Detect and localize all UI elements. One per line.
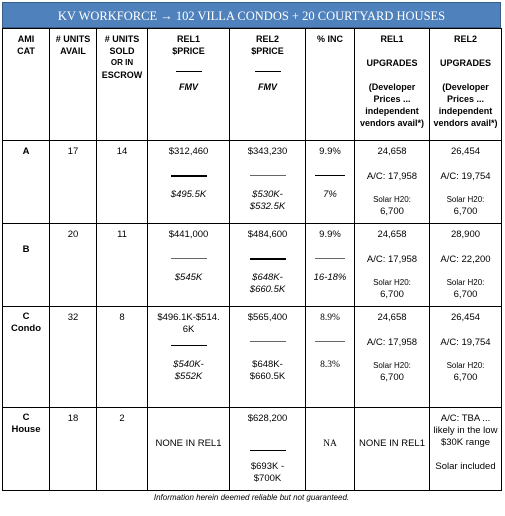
rel1-price-cell: $441,000 $545K xyxy=(148,224,230,307)
divider xyxy=(250,341,286,342)
divider xyxy=(315,258,345,259)
divider xyxy=(171,258,207,259)
divider xyxy=(250,450,286,451)
rel2-upgrades-cell: 28,900 A/C: 22,200 Solar H20: 6,700 xyxy=(430,224,502,307)
header-units-sold: # UNITS SOLD OR IN ESCROW xyxy=(97,29,148,141)
header-rel1-upgrades: REL1 UPGRADES (Developer Prices ... independent vendors avail*) xyxy=(355,29,430,141)
rel1-price-cell: $496.1K-$514. 6K $540K- $552K xyxy=(148,307,230,408)
rel1-upgrades-cell: 24,658 A/C: 17,958 Solar H20: 6,700 xyxy=(355,307,430,408)
divider xyxy=(255,71,281,72)
cat-cell: C Condo xyxy=(3,307,50,408)
pricing-table xyxy=(2,28,502,491)
sold-cell: 14 xyxy=(97,141,148,224)
sold-cell: 2 xyxy=(97,408,148,491)
avail-cell: 32 xyxy=(50,307,97,408)
rel1-price-cell: $312,460 $495.5K xyxy=(148,141,230,224)
header-rel2-upgrades: REL2 UPGRADES (Developer Prices ... independent vendors avail*) xyxy=(430,29,502,141)
cat-cell: B xyxy=(3,224,50,307)
header-rel2-price: REL2 $PRICE FMV xyxy=(230,29,306,141)
sold-cell: 8 xyxy=(97,307,148,408)
cat-cell: C House xyxy=(3,408,50,491)
rel2-price-cell: $628,200 $693K - $700K xyxy=(230,408,306,491)
divider xyxy=(315,341,345,342)
inc-cell: 9.9% 7% xyxy=(306,141,355,224)
header-rel1-price: REL1 $PRICE FMV xyxy=(148,29,230,141)
header-row xyxy=(3,29,502,141)
rel2-price-cell: $343,230 $530K- $532.5K xyxy=(230,141,306,224)
divider xyxy=(176,71,202,72)
inc-cell: 9.9% 16-18% xyxy=(306,224,355,307)
rel2-upgrades-cell: A/C: TBA ... likely in the low $30K range Solar included xyxy=(430,408,502,491)
rel1-price-cell: NONE IN REL1 xyxy=(148,408,230,491)
rel2-upgrades-cell: 26,454 A/C: 19,754 Solar H20: 6,700 xyxy=(430,141,502,224)
rel1-upgrades-cell: 24,658 A/C: 17,958 Solar H20: 6,700 xyxy=(355,224,430,307)
divider xyxy=(315,175,345,176)
avail-cell: 17 xyxy=(50,141,97,224)
table-row xyxy=(3,408,502,491)
rel2-price-cell: $565,400 $648K- $660.5K xyxy=(230,307,306,408)
header-ami-cat: AMI CAT xyxy=(3,29,50,141)
table-row xyxy=(3,141,502,224)
table-row xyxy=(3,224,502,307)
table-row xyxy=(3,307,502,408)
rel2-upgrades-cell: 26,454 A/C: 19,754 Solar H20: 6,700 xyxy=(430,307,502,408)
divider xyxy=(171,345,207,346)
avail-cell: 20 xyxy=(50,224,97,307)
inc-cell: NA xyxy=(306,408,355,491)
sold-cell: 11 xyxy=(97,224,148,307)
divider xyxy=(250,258,286,260)
cat-cell: A xyxy=(3,141,50,224)
rel2-price-cell: $484,600 $648K- $660.5K xyxy=(230,224,306,307)
avail-cell: 18 xyxy=(50,408,97,491)
page xyxy=(2,2,501,502)
divider xyxy=(250,175,286,176)
disclaimer: Information herein deemed reliable but not guaranteed. xyxy=(153,493,350,502)
header-pct-inc: % INC xyxy=(306,29,355,141)
table-title: KV WORKFORCE → 102 VILLA CONDOS + 20 COURTYARD HOUSES xyxy=(2,2,501,28)
divider xyxy=(171,175,207,177)
rel1-upgrades-cell: NONE IN REL1 xyxy=(355,408,430,491)
header-units-avail: # UNITS AVAIL xyxy=(50,29,97,141)
rel1-upgrades-cell: 24,658 A/C: 17,958 Solar H20: 6,700 xyxy=(355,141,430,224)
inc-cell: 8.9% 8.3% xyxy=(306,307,355,408)
